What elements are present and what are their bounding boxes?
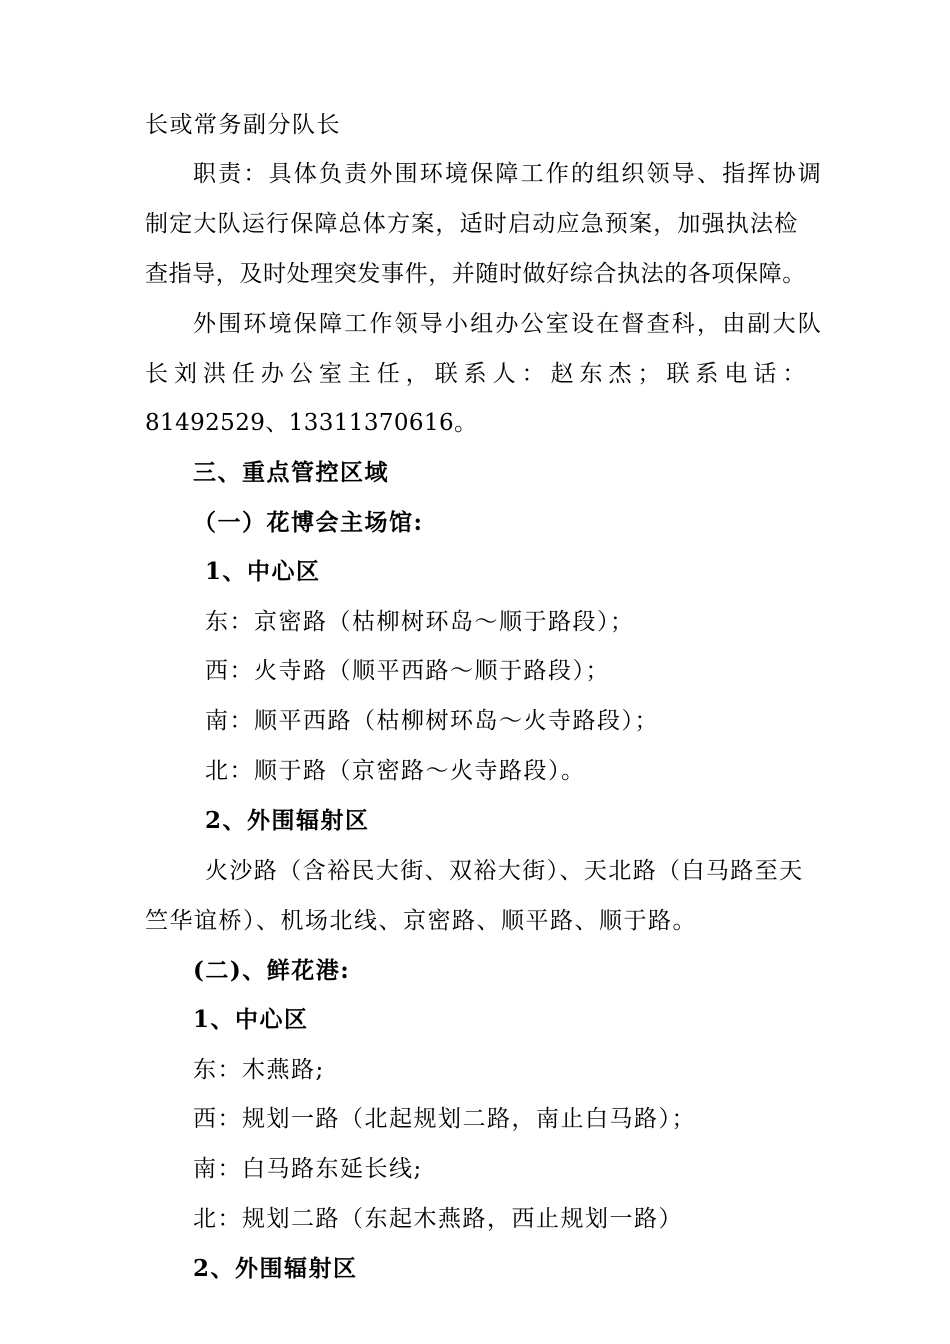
contact-phone-line: 81492529、13311370616。	[145, 410, 478, 436]
west-boundary-line-1: 西：火寺路（顺平西路～顺于路段）；	[205, 658, 610, 684]
north-boundary-line-2: 北：规划二路（东起木燕路，西止规划一路）	[193, 1206, 683, 1232]
item-heading-outer-area-2: 2、外围辐射区	[193, 1255, 358, 1282]
text-line-1: 长或常务副分队长	[145, 112, 341, 138]
south-boundary-line-2: 南：白马路东延长线;	[193, 1156, 423, 1182]
outer-area-paragraph-line-2: 竺华谊桥）、机场北线、京密路、顺平路、顺于路。	[145, 908, 697, 934]
office-paragraph-line-1: 外围环境保障工作领导小组办公室设在督查科，由副大队	[193, 311, 823, 337]
duty-paragraph-line-2: 制定大队运行保障总体方案，适时启动应急预案，加强执法检	[145, 211, 799, 237]
item-heading-center-area-2: 1、中心区	[193, 1006, 309, 1033]
east-boundary-line-2: 东：木燕路;	[193, 1057, 325, 1083]
item-heading-center-area-1: 1、中心区	[205, 558, 321, 585]
outer-area-paragraph-line-1: 火沙路（含裕民大街、双裕大街）、天北路（白马路至天	[205, 858, 804, 884]
subsection-heading-1: （一）花博会主场馆:	[193, 509, 424, 536]
duty-paragraph-line-3: 查指导，及时处理突发事件，并随时做好综合执法的各项保障。	[145, 261, 806, 287]
office-paragraph-line-2: 长 刘 洪 任 办 公 室 主 任 ， 联 系 人 ： 赵 东 杰 ； 联 系 电 话 ：	[145, 361, 807, 387]
north-boundary-line-1: 北：顺于路（京密路～火寺路段）。	[205, 758, 586, 784]
west-boundary-line-2: 西：规划一路（北起规划二路，南止白马路）；	[193, 1106, 696, 1132]
subsection-heading-2: (二)、鲜花港:	[193, 957, 351, 984]
east-boundary-line-1: 东：京密路（枯柳树环岛～顺于路段）；	[205, 609, 635, 635]
duty-paragraph-line-1: 职责：具体负责外围环境保障工作的组织领导、指挥协调	[193, 161, 823, 187]
south-boundary-line-1: 南：顺平西路（枯柳树环岛～火寺路段）；	[205, 708, 659, 734]
section-heading-3: 三、重点管控区域	[193, 459, 389, 486]
item-heading-outer-area-1: 2、外围辐射区	[205, 807, 370, 834]
